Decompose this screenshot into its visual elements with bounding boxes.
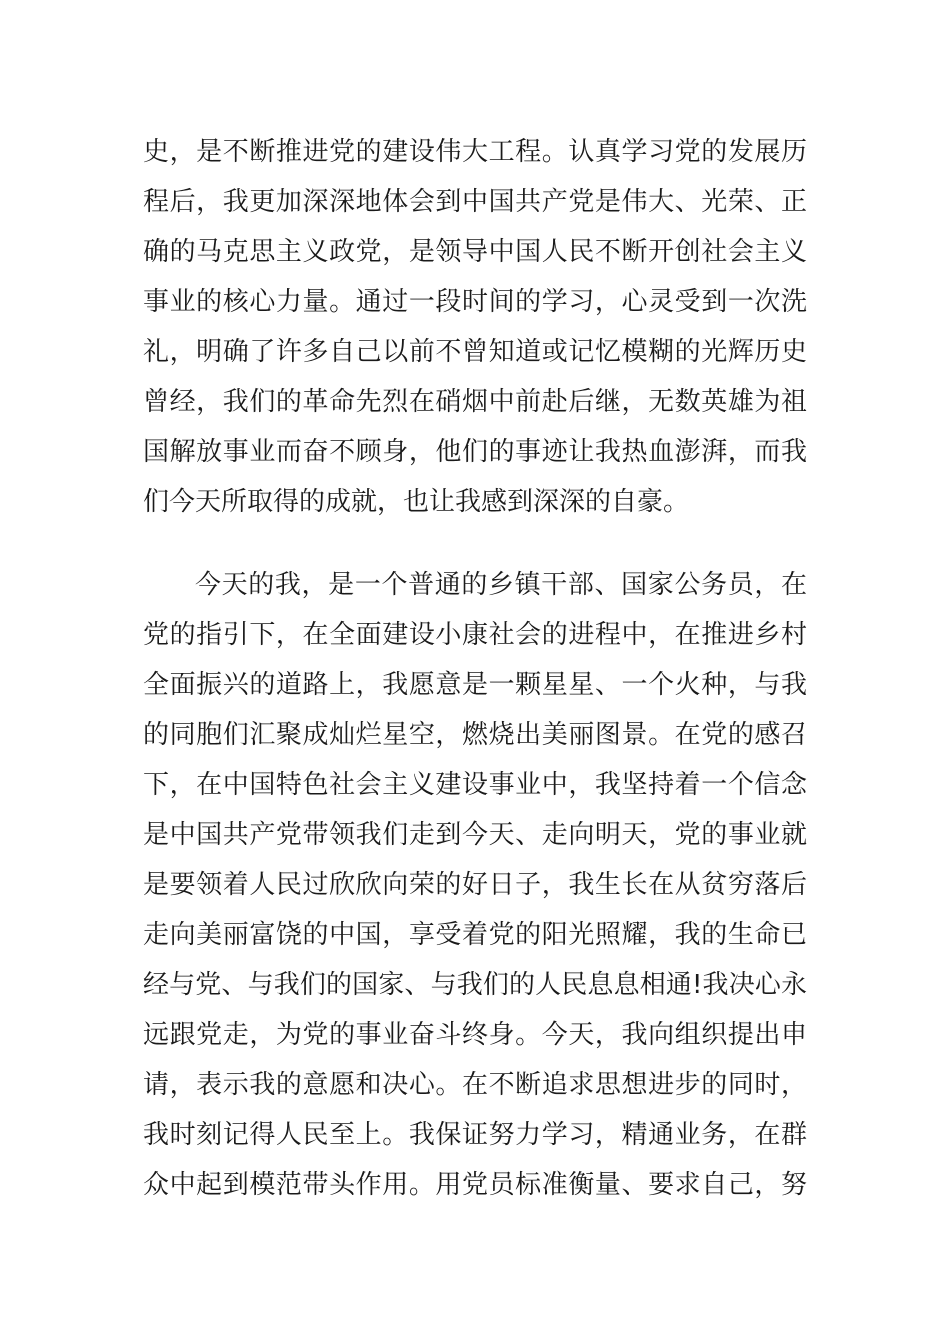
- text-line: 们今天所取得的成就，也让我感到深深的自豪。: [143, 487, 690, 517]
- text-line: 党的指引下，在全面建设小康社会的进程中，在推进乡村: [143, 620, 807, 650]
- text-line: 是中国共产党带领我们走到今天、走向明天，党的事业就: [143, 820, 807, 850]
- paragraph-1: [143, 127, 807, 527]
- text-line: 远跟党走，为党的事业奋斗终身。今天，我向组织提出申: [143, 1020, 807, 1050]
- text-line: 的同胞们汇聚成灿烂星空，燃烧出美丽图景。在党的感召: [143, 720, 807, 750]
- text-line: 是要领着人民过欣欣向荣的好日子，我生长在从贫穷落后: [143, 870, 807, 900]
- text-line: 全面振兴的道路上，我愿意是一颗星星、一个火种，与我: [143, 670, 807, 700]
- text-line: 曾经，我们的革命先烈在硝烟中前赴后继，无数英雄为祖: [143, 387, 807, 417]
- text-line: 国解放事业而奋不顾身，他们的事迹让我热血澎湃，而我: [143, 437, 807, 467]
- text-line: 礼，明确了许多自己以前不曾知道或记忆模糊的光辉历史: [143, 337, 807, 367]
- text-line: 确的马克思主义政党，是领导中国人民不断开创社会主义: [143, 237, 807, 267]
- text-line: 下，在中国特色社会主义建设事业中，我坚持着一个信念: [143, 770, 807, 800]
- text-line: 请，表示我的意愿和决心。在不断追求思想进步的同时，: [143, 1070, 807, 1100]
- text-line: 今天的我，是一个普通的乡镇干部、国家公务员，在: [195, 570, 807, 600]
- text-line: 史，是不断推进党的建设伟大工程。认真学习党的发展历: [143, 137, 807, 167]
- text-line: 走向美丽富饶的中国，享受着党的阳光照耀，我的生命已: [143, 920, 807, 950]
- text-line: 经与党、与我们的国家、与我们的人民息息相通!我决心永: [143, 970, 807, 1000]
- text-line: 程后，我更加深深地体会到中国共产党是伟大、光荣、正: [143, 187, 807, 217]
- text-line: 事业的核心力量。通过一段时间的学习，心灵受到一次洗: [143, 287, 807, 317]
- paragraph-2: [143, 560, 807, 1210]
- text-line: 我时刻记得人民至上。我保证努力学习，精通业务，在群: [143, 1120, 807, 1150]
- text-line: 众中起到模范带头作用。用党员标准衡量、要求自己，努: [143, 1170, 807, 1200]
